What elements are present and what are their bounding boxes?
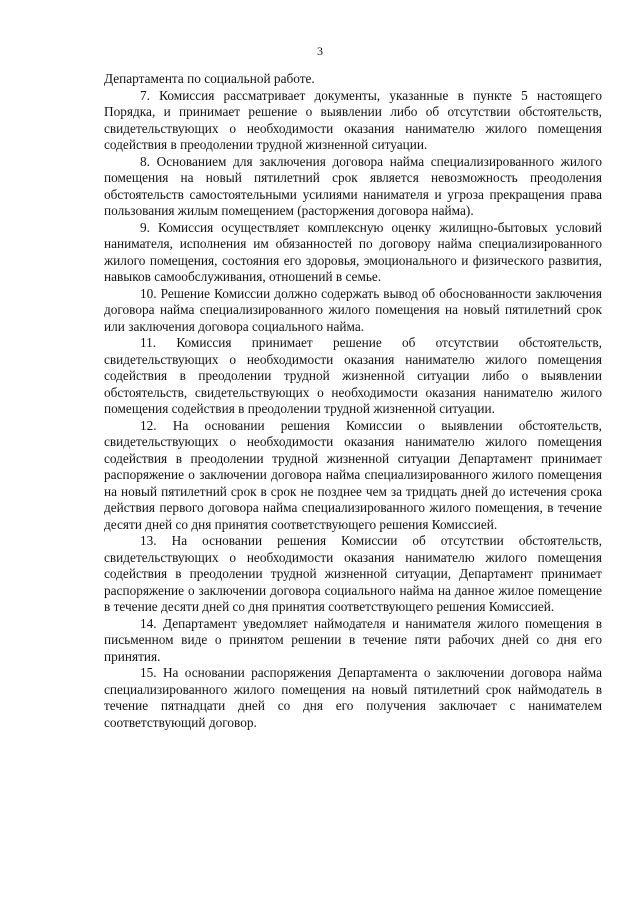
paragraph-8: 8. Основанием для заключения договора найма специализированного жилого помещения на новый пятилетний срок является невозможность преодоления обстоятельств самостоятельными усилиями нанимателя и угроза прекращения права пользования жилым помещением (расторжения договора найма). bbox=[104, 153, 602, 218]
paragraph-10: 10. Решение Комиссии должно содержать вывод об обоснованности заключения договора найма специализированного жилого помещения на новый пятилетний срок или заключения договора социального найма. bbox=[104, 285, 602, 334]
document-body bbox=[104, 71, 602, 731]
paragraph-9: 9. Комиссия осуществляет комплексную оценку жилищно-бытовых условий нанимателя, исполнения им обязанностей по договору найма специализированного жилого помещения, состояния его здоровья, эмоционального и физического развития, навыков самообслуживания, отношений в семье. bbox=[104, 219, 602, 284]
paragraph-15: 15. На основании распоряжения Департамента о заключении договора найма специализированного жилого помещения на новый пятилетний срок наймодатель в течение пятнадцати дней со дня его получения заключает с нанимателем соответствующий договор. bbox=[104, 665, 602, 730]
paragraph-7: 7. Комиссия рассматривает документы, указанные в пункте 5 настоящего Порядка, и принимает решение о выявлении либо об отсутствии обстоятельств, свидетельствующих о необходимости оказания нанимателю жилого помещения содействия в преодолении трудной жизненной ситуации. bbox=[104, 87, 602, 152]
paragraph-14: 14. Департамент уведомляет наймодателя и нанимателя жилого помещения в письменном виде о принятом решении в течение пяти рабочих дней со дня его принятия. bbox=[104, 615, 602, 664]
page-number: 3 bbox=[317, 44, 323, 58]
paragraph-11: 11. Комиссия принимает решение об отсутствии обстоятельств, свидетельствующих о необходимости оказания нанимателю жилого помещения содействия в преодолении трудной жизненной ситуации либо о выявлении обстоятельств, свидетельствующих о необходимости оказания нанимателю жилого помещения содействия в преодолении трудной жизненной ситуации. bbox=[104, 335, 602, 416]
paragraph-12: 12. На основании решения Комиссии о выявлении обстоятельств, свидетельствующих о необходимости оказания нанимателю жилого помещения содействия в преодолении трудной жизненной ситуации Департамент принимает распоряжение о заключении договора найма специализированного жилого помещения на новый пятилетний срок в срок не позднее чем за тридцать дней до истечения срока действия первого договора найма специализированного жилого помещения, в течение десяти дней со дня принятия соответствующего решения Комиссией. bbox=[104, 417, 602, 532]
paragraph-continuation: Департамента по социальной работе. bbox=[104, 71, 315, 86]
paragraph-13: 13. На основании решения Комиссии об отсутствии обстоятельств, свидетельствующих о необходимости оказания нанимателю жилого помещения содействия в преодолении трудной жизненной ситуации, Департамент принимает распоряжение о заключении договора социального найма на данное жилое помещение в течение десяти дней со дня принятия соответствующего решения Комиссией. bbox=[104, 533, 602, 614]
